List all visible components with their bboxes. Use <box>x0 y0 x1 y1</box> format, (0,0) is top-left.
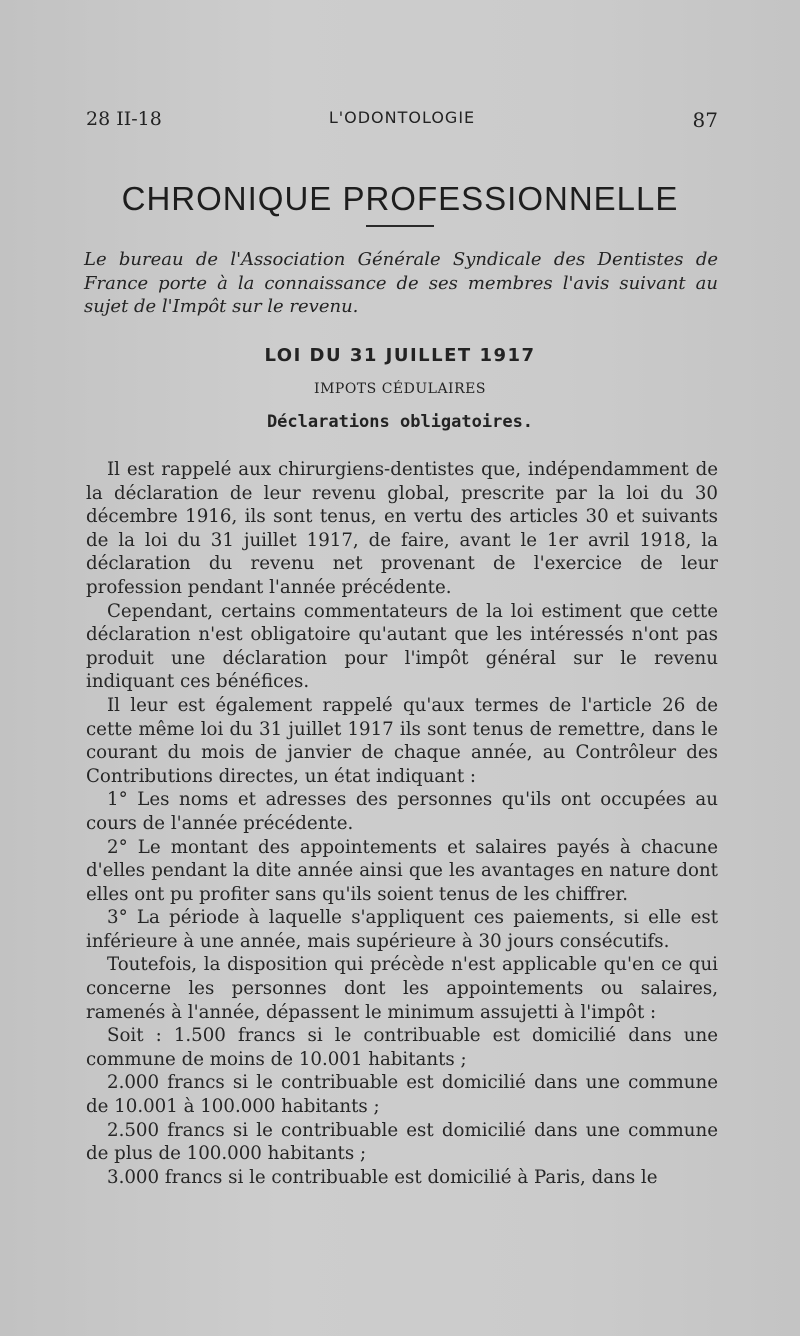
intro-paragraph: Le bureau de l'Association Générale Syndicale des Dentistes de France porte à la connaissance de ses membres l'avis suivant au sujet de l'Impôt sur le revenu. <box>84 249 718 317</box>
article-body <box>86 458 718 1189</box>
law-subtitle: IMPOTS CÉDULAIRES <box>314 381 486 397</box>
list-item: 1° Les noms et adresses des personnes qu'ils ont occupées au cours de l'année précédente. <box>86 789 718 834</box>
list-item: 2° Le montant des appointements et salaires payés à chacune d'elles pendant la dite année ainsi que les avantages en nature dont elles ont pu profiter sans qu'ils soient tenus de les chiffrer. <box>86 836 718 905</box>
section-title: CHRONIQUE PROFESSIONNELLE <box>121 180 679 217</box>
tax-threshold-item: 2.000 francs si le contribuable est domicilié dans une commune de 10.001 à 100.000 habitants ; <box>86 1072 718 1118</box>
title-divider <box>366 225 434 227</box>
issue-date: 28 II-18 <box>86 108 162 130</box>
journal-title: L'ODONTOLOGIE <box>328 108 476 127</box>
list-item: 3° La période à laquelle s'appliquent ces paiements, si elle est inférieure à une année, mais supérieure à 30 jours consécutifs. <box>86 907 718 952</box>
paragraph: Toutefois, la disposition qui précède n'est applicable qu'en ce qui concerne les personnes dont les appointements ou salaires, ramenés à l'année, dépassent le minimum assujetti à l'impôt : <box>86 954 718 1023</box>
law-title: LOI DU 31 JUILLET 1917 <box>264 345 536 366</box>
subsection-heading: Déclarations obligatoires. <box>266 412 534 432</box>
tax-threshold-item: 2.500 francs si le contribuable est domicilié dans une commune de plus de 100.000 habitants ; <box>86 1119 718 1165</box>
page-number: 87 <box>692 108 718 132</box>
paragraph: Cependant, certains commentateurs de la loi estiment que cette déclaration n'est obligatoire qu'autant que les intéressés n'ont pas produit une déclaration pour l'impôt général sur le revenu indiquant ces bénéfices. <box>86 600 718 693</box>
running-head <box>86 108 718 134</box>
tax-threshold-item: 3.000 francs si le contribuable est domicilié à Paris, dans le <box>107 1166 658 1188</box>
tax-threshold-item: Soit : 1.500 francs si le contribuable est domicilié dans une commune de moins de 10.001 habitants ; <box>86 1025 718 1070</box>
paragraph: Il leur est également rappelé qu'aux termes de l'article 26 de cette même loi du 31 juillet 1917 ils sont tenus de remettre, dans le courant du mois de janvier de chaque année, au Contrôleur des Contributions directes, un état indiquant : <box>86 694 718 787</box>
paragraph: Il est rappelé aux chirurgiens-dentistes que, indépendamment de la déclaration de leur revenu global, prescrite par la loi du 30 décembre 1916, ils sont tenus, en vertu des articles 30 et suivants de la loi du 31 juillet 1917, de faire, avant le 1er avril 1918, la déclaration du revenu net provenant de l'exercice de leur profession pendant l'année précédente. <box>86 459 718 598</box>
